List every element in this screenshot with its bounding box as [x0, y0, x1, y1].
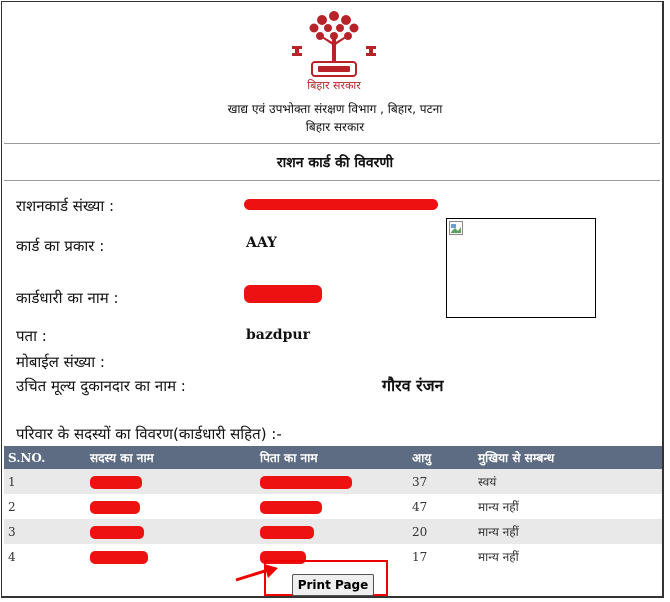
row-age: 20 — [408, 519, 474, 544]
divider — [4, 143, 660, 144]
card-holder-photo — [446, 218, 596, 318]
row-relation: मान्य नहीं — [474, 494, 662, 519]
redacted-member-name — [90, 526, 144, 539]
mobile-number-label: मोबाईल संख्या : — [16, 353, 105, 371]
row-sno: 1 — [4, 469, 86, 494]
card-type-label: कार्ड का प्रकार : — [16, 237, 105, 255]
print-page-button[interactable]: Print Page — [292, 574, 374, 596]
address-value: bazdpur — [246, 327, 310, 343]
redacted-father-name — [260, 501, 322, 514]
ration-card-number-label: राशनकार्ड संख्या : — [16, 197, 115, 215]
column-header: मुखिया से सम्बन्ध — [474, 446, 662, 469]
redacted-member-name — [90, 501, 140, 514]
row-relation: मान्य नहीं — [474, 519, 662, 544]
row-age: 17 — [408, 544, 474, 569]
row-relation: स्वयं — [474, 469, 662, 494]
table-row — [4, 494, 662, 519]
redacted-member-name — [90, 476, 142, 489]
column-header: S.NO. — [4, 446, 86, 469]
card-type-value: AAY — [246, 235, 278, 251]
svg-text:बिहार सरकार: बिहार सरकार — [307, 79, 361, 92]
table-row — [4, 469, 662, 494]
row-relation: मान्य नहीं — [474, 544, 662, 569]
dealer-name-value: गौरव रंजन — [382, 376, 444, 395]
redacted-member-name — [90, 551, 148, 564]
column-header: सदस्य का नाम — [86, 446, 256, 469]
row-sno: 2 — [4, 494, 86, 519]
divider — [4, 180, 660, 181]
column-header: पिता का नाम — [256, 446, 408, 469]
card-holder-name-label: कार्डधारी का नाम : — [16, 289, 119, 307]
government-name: बिहार सरकार — [305, 120, 365, 134]
members-section-title: परिवार के सदस्यों का विवरण(कार्डधारी सहित) :- — [16, 425, 282, 443]
redacted-card-holder-name — [244, 285, 322, 303]
page-title: राशन कार्ड की विवरणी — [276, 155, 394, 171]
redacted-father-name — [260, 476, 352, 489]
row-age: 37 — [408, 469, 474, 494]
row-sno: 3 — [4, 519, 86, 544]
bihar-emblem-logo — [274, 6, 394, 92]
members-table — [4, 446, 662, 569]
row-sno: 4 — [4, 544, 86, 569]
row-age: 47 — [408, 494, 474, 519]
redacted-father-name — [260, 526, 314, 539]
redacted-ration-card-number — [244, 199, 438, 210]
dealer-name-label: उचित मूल्य दुकानदार का नाम : — [16, 377, 186, 395]
broken-image-icon — [449, 221, 463, 235]
column-header: आयु — [408, 446, 474, 469]
department-name: खाद्य एवं उपभोक्ता संरक्षण विभाग , बिहार, पटना — [227, 102, 443, 116]
table-row — [4, 519, 662, 544]
address-label: पता : — [16, 327, 47, 345]
